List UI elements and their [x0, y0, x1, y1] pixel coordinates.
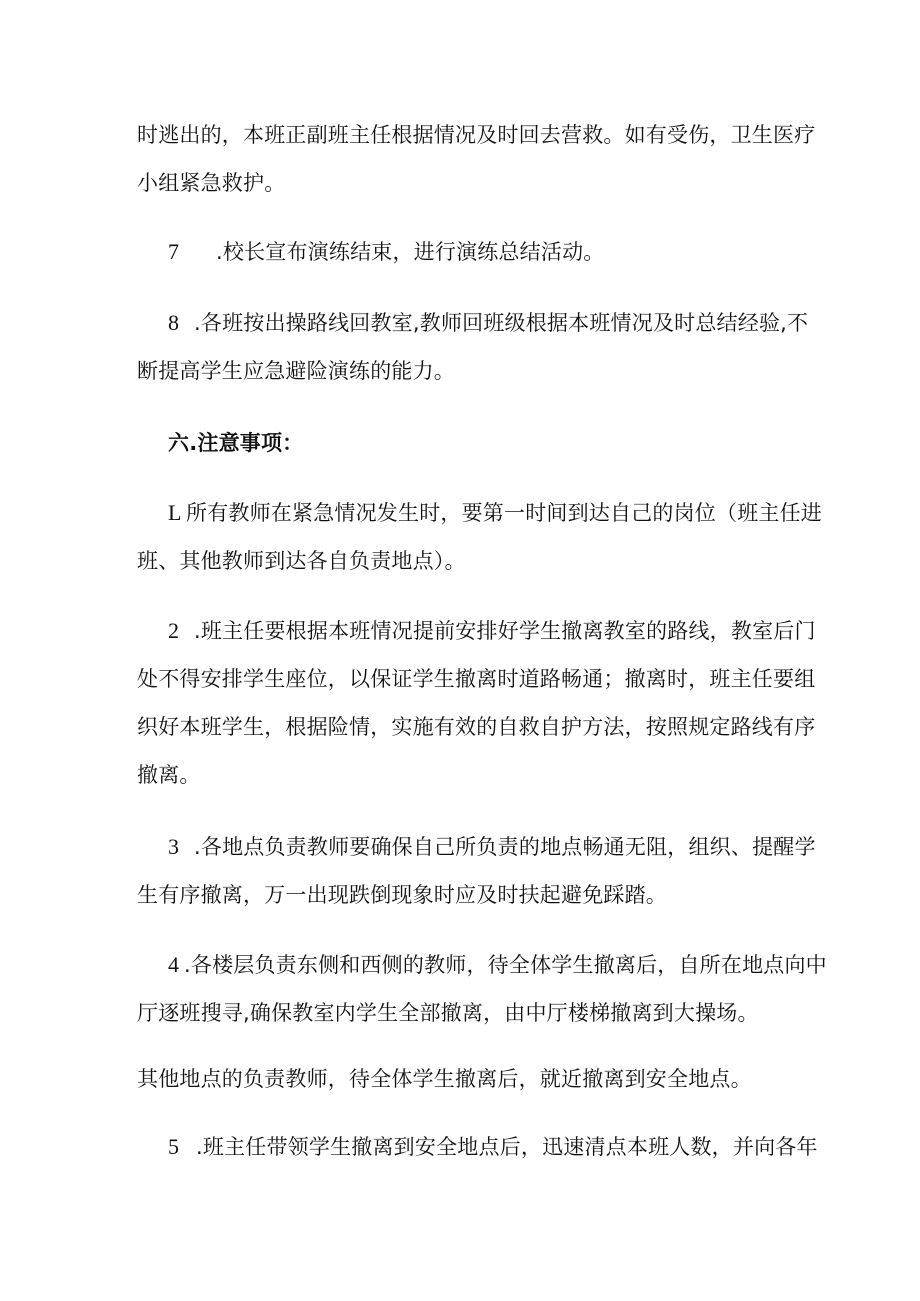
- note-2-line-4: [137, 760, 201, 790]
- text: 处不得安排学生座位，以保证学生撤离时道路畅通；撤离时，班主任要组: [137, 667, 816, 691]
- text: .班主任要根据本班情况提前安排好学生撤离教室的路线，教室后门: [194, 619, 816, 643]
- item-number: 3: [168, 834, 180, 859]
- text: 班、其他教师到达各自负责地点）。: [137, 549, 466, 573]
- item-number: L: [168, 500, 182, 525]
- note-2-line-1: [168, 616, 816, 646]
- text: 织好本班学生，根据险情，实施有效的自救自护方法，按照规定路线有序: [137, 715, 816, 739]
- text: 小组紧急救护。: [137, 171, 286, 195]
- item-number: 7: [168, 239, 180, 264]
- note-3-line-2: [137, 880, 667, 910]
- item-number: 4: [168, 952, 180, 977]
- note-4-line-2: [137, 998, 759, 1028]
- text: 其他地点的负责教师，待全体学生撤离后，就近撤离到安全地点。: [137, 1067, 752, 1091]
- note-1-line-2: [137, 546, 466, 576]
- paragraph-7: [168, 237, 604, 267]
- text: 撤离。: [137, 763, 201, 787]
- item-number: 5: [168, 1134, 180, 1159]
- note-2-line-2: [137, 664, 815, 694]
- text: .班主任带领学生撤离到安全地点后，迅速清点本班人数，并向各年: [196, 1135, 818, 1159]
- section-heading: [168, 428, 303, 458]
- text: .各楼层负责东侧和西侧的教师，待全体学生撤离后，自所在地点向中: [184, 953, 827, 977]
- text: 时逃出的，本班正副班主任根据情况及时回去营救。如有受伤，卫生医疗: [137, 123, 816, 147]
- note-3-line-1: [168, 832, 816, 862]
- text: 所有教师在紧急情况发生时，要第一时间到达自己的岗位（班主任进: [186, 501, 822, 525]
- paragraph-6-line-1: [137, 120, 815, 150]
- paragraph-8-line-2: [137, 356, 455, 386]
- note-1-line-1: [168, 498, 822, 528]
- note-4-line-1: [168, 950, 827, 980]
- note-2-line-3: [137, 712, 815, 742]
- note-5-line-1: [168, 1132, 818, 1162]
- item-number: 8: [168, 310, 180, 335]
- note-4-line-3: [137, 1064, 752, 1094]
- text: 生有序撤离，万一出现跌倒现象时应及时扶起避免踩踏。: [137, 883, 667, 907]
- paragraph-8-line-1: [168, 308, 808, 338]
- text: 断提高学生应急避险演练的能力。: [137, 359, 455, 383]
- text: .各地点负责教师要确保自己所负责的地点畅通无阻，组织、提醒学: [194, 835, 816, 859]
- text: 厅逐班搜寻,确保教室内学生全部撤离，由中厅楼梯撤离到大操场。: [137, 1001, 759, 1025]
- text: .校长宣布演练结束，进行演练总结活动。: [216, 240, 605, 264]
- heading-text: 六.注意事项：: [168, 431, 304, 455]
- item-number: 2: [168, 618, 180, 643]
- paragraph-6-line-2: [137, 168, 285, 198]
- text: .各班按出操路线回教室,教师回班级根据本班情况及时总结经验,不: [194, 311, 809, 335]
